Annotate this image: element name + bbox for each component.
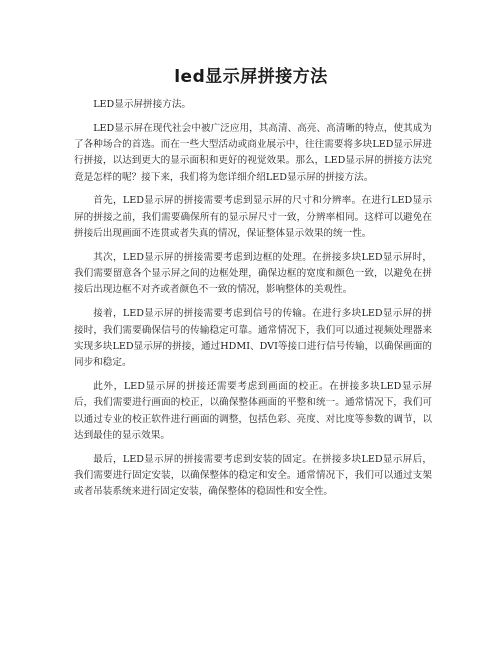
paragraph-size-resolution: 首先，LED显示屏的拼接需要考虑到显示屏的尺寸和分辨率。在进行LED显示屏的拼接之前，我们需要确保所有的显示屏尺寸一致，分辨率相同。这样可以避免在拼接后出现画面不连贯或者失真的情况，保证整体显示效果的统一性。 [74, 195, 432, 240]
paragraph-border: 其次，LED显示屏的拼接需要考虑到边框的处理。在拼接多块LED显示屏时，我们需要留意各个显示屏之间的边框处理，确保边框的宽度和颜色一致，以避免在拼接后出现边框不对齐或者颜色不一致的情况，影响整体的美观性。 [74, 251, 432, 296]
paragraph-calibration: 此外，LED显示屏的拼接还需要考虑到画面的校正。在拼接多块LED显示屏后，我们需要进行画面的校正，以确保整体画面的平整和统一。通常情况下，我们可以通过专业的校正软件进行画面的调整，包括色彩、亮度、对比度等参数的调节，以达到最佳的显示效果。 [74, 380, 432, 441]
paragraph-mounting: 最后，LED显示屏的拼接需要考虑到安装的固定。在拼接多块LED显示屏后，我们需要进行固定安装，以确保整体的稳定和安全。通常情况下，我们可以通过支架或者吊装系统来进行固定安装，确保整体的稳固性和安全性。 [74, 453, 432, 498]
document-body [74, 97, 432, 508]
document-title: led显示屏拼接方法 [174, 67, 328, 87]
paragraph-overview: LED显示屏在现代社会中被广泛应用，其高清、高亮、高清晰的特点，使其成为了各种场合的首选。而在一些大型活动或商业展示中，往往需要将多块LED显示屏进行拼接，以达到更大的显示面积和更好的视觉效果。那么，LED显示屏的拼接方法究竟是怎样的呢？接下来，我们将为您详细介绍LED显示屏的拼接方法。 [74, 122, 432, 183]
paragraph-signal: 接着，LED显示屏的拼接需要考虑到信号的传输。在进行多块LED显示屏的拼接时，我们需要确保信号的传输稳定可靠。通常情况下，我们可以通过视频处理器来实现多块LED显示屏的拼接，通过HDMI、DVI等接口进行信号传输，以确保画面的同步和稳定。 [74, 308, 432, 369]
paragraph-intro: LED显示屏拼接方法。 [93, 99, 192, 110]
